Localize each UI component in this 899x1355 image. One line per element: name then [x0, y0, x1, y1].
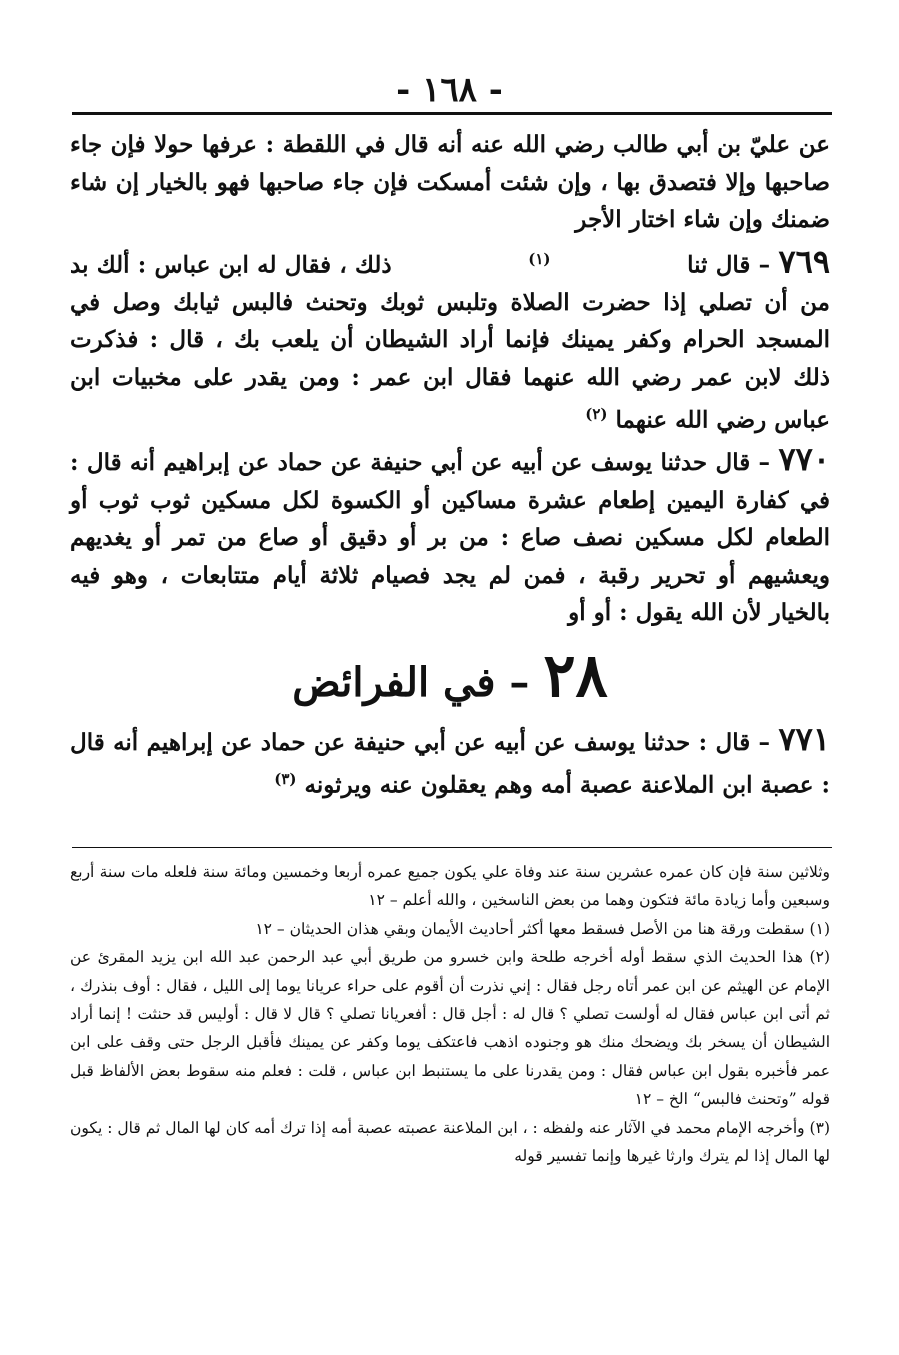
footnote-1: (١) سقطت ورقة هنا من الأصل فسقط معها أكثر أحاديث الأيمان وبقي هذان الحديثان – ١٢ [255, 919, 830, 938]
hadith-770 [70, 441, 830, 632]
hadith-lead: – قال ثنا [687, 251, 771, 279]
chapter-title: – في الفرائض [292, 658, 530, 706]
paragraph-continued: عن عليّ بن أبي طالب رضي الله عنه أنه قال في اللقطة : عرفها حولا فإن جاء صاحبها وإلا فتصدق بها ، وإن شئت أمسكت فإن جاء صاحبها فهو بالخيار إن شاء ضمنك وإن شاء اختار الأجر [70, 131, 830, 233]
footnote-continued: وثلاثين سنة فإن كان عمره عشرين سنة عند وفاة علي يكون جميع عمره أربعا وخمسين ومائة سنة فلعله مات سنة أربع وسبعين وأما زيادة مائة فتكون وهما من بعض الناسخين ، والله أعلم – ١٢ [70, 863, 830, 910]
hadith-771 [70, 721, 830, 805]
hadith-text: – قال حدثنا يوسف عن أبيه عن أبي حنيفة عن حماد عن إبراهيم أنه قال : في كفارة اليمين إطعام عشرة مساكين أو الكسوة لكل مسكين ثوب ثوب أو الطعام لكل مسكين نصف صاع : من بر أو دقيق أو صاع من تمر أو يغديهم ويعشيهم أو تحرير رقبة ، فمن لم يجد فصيام ثلاثة أيام متتابعات ، وهو فيه بالخيار لأن الله يقول : أو أو [70, 449, 830, 627]
hadith-text: – قال : حدثنا يوسف عن أبيه عن أبي حنيفة عن حماد عن إبراهيم أنه قال : عصبة ابن الملاعنة عصبة أمه وهم يعقلون عنه ويرثونه [70, 728, 830, 799]
hadith-number: ٧٧٠ [778, 440, 830, 479]
chapter-heading [70, 640, 830, 711]
chapter-number: ٢٨ [543, 640, 608, 711]
hadith-769 [70, 241, 830, 440]
footnote-marker: (٢) [585, 405, 608, 424]
footnotes [70, 858, 830, 1170]
footnote-3: (٣) وأخرجه الإمام محمد في الآثار عنه ولفظه : ، ابن الملاعنة عصبته عصبة أمه إذا ترك أمه كان لها المال ثم قال : يكون لها المال إذا لم يترك وارثا غيرها وإنما تفسير قوله [70, 1118, 830, 1166]
hadith-text: ذلك ، فقال له ابن عباس : ألك بد من أن تصلي إذا حضرت الصلاة وتلبس ثوبك وتحنث فالبس ثيابك وصل في المسجد الحرام وكفر يمينك فإنما أراد الشيطان أن يلعب بك ، قال : فذكرت ذلك لابن عمر رضي الله عنهما فقال ابن عمر : ومن يقدر على مخبيات ابن عباس رضي الله عنهما [70, 251, 830, 434]
page-number: - ١٦٨ - [396, 70, 503, 110]
footnote-marker: (٣) [274, 770, 297, 789]
hadith-number: ٧٦٩ [778, 242, 831, 281]
main-text [70, 126, 830, 804]
footnote-rule [72, 847, 832, 848]
footnote-2: (٢) هذا الحديث الذي سقط أوله أخرجه طلحة وابن خسرو من طريق أبي عبد الرحمن عبد الله ابن يزيد المقرئ عن الإمام عن الهيثم عن ابن عمر أتاه رجل فقال : إني نذرت أن أقوم على حراء عريانا يوما إلى الليل ، فقال : أوف بنذرك ، ثم أتى ابن عباس فقال له أولست تصلي ؟ قال له : أجل قال : أفعريانا تصلي ؟ قال لا قال : أوليس قد حنثت ! إنما أراد الشيطان أن يسخر بك ويضحك منك هو وجنوده اذهب فاعتكف يوما وكفر عن يمينك فأقبل الرجل حتى وقف على ابن عمر فأخبره بقول ابن عباس فقال : ومن يقدرنا على ما يستنبط ابن عباس ، قلت : فعلم منه سقوط بعض الألفاظ قبل قوله ”وتحنث فالبس“ الخ – ١٢ [70, 948, 830, 1109]
hadith-number: ٧٧١ [778, 719, 830, 758]
footnote-marker: (١) [528, 249, 551, 268]
header-rule [72, 112, 832, 115]
